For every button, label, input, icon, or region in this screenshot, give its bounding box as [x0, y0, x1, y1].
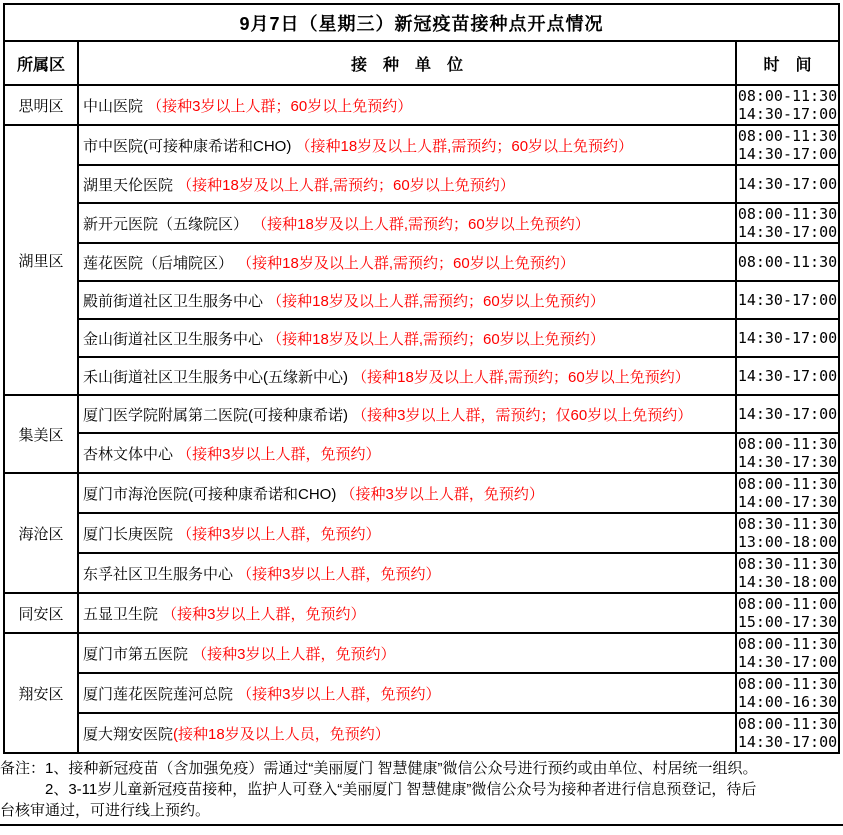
time-cell: [736, 433, 839, 473]
unit-cell: [78, 433, 736, 473]
unit-note: （接种3岁以上人群，免预约）: [237, 685, 441, 703]
unit-cell: [78, 125, 736, 165]
table-row: [4, 281, 839, 319]
vaccination-table: [3, 3, 840, 754]
unit-name: 新开元医院（五缘院区）: [83, 215, 253, 233]
time-line: 14:30-17:00: [737, 653, 838, 671]
time-cell: [736, 553, 839, 593]
time-line: 08:00-11:30: [737, 253, 838, 271]
table-row: [4, 433, 839, 473]
unit-name: 杏林文体中心: [83, 445, 178, 463]
table-row: [4, 553, 839, 593]
unit-note: （接种3岁以上人群，免预约）: [177, 445, 381, 463]
unit-cell: [78, 165, 736, 203]
time-cell: [736, 281, 839, 319]
unit-name: 禾山街道社区卫生服务中心(五缘新中心): [83, 368, 353, 386]
unit-name: 厦门医学院附属第二医院(可接种康希诺): [83, 406, 353, 424]
time-cell: [736, 395, 839, 433]
unit-cell: [78, 473, 736, 513]
unit-cell: [78, 593, 736, 633]
time-line: 08:30-11:30: [737, 555, 838, 573]
note-line-2: 2、3-11岁儿童新冠疫苗接种，监护人可登入“美丽厦门 智慧健康”微信公众号为接种者进行信息预登记，待后: [0, 781, 757, 798]
unit-note: （接种18岁及以上人群,需预约；60岁以上免预约）: [237, 254, 575, 272]
district-cell: 海沧区: [4, 473, 78, 593]
unit-cell: [78, 85, 736, 125]
time-line: 14:30-17:00: [737, 733, 838, 751]
unit-note: （接种3岁以上人群，需预约；仅60岁以上免预约）: [352, 406, 693, 424]
col-header-time: 时 间: [736, 41, 839, 85]
page-title: 9月7日（星期三）新冠疫苗接种点开点情况: [4, 4, 839, 41]
time-line: 08:00-11:30: [737, 205, 838, 223]
unit-note: （接种18岁及以上人群,需预约；60岁以上免预约）: [252, 215, 590, 233]
unit-note: (接种18岁及以上人员，免预约）: [173, 725, 390, 743]
unit-name: 厦门市海沧医院(可接种康希诺和CHO): [83, 485, 341, 503]
time-line: 08:00-11:30: [737, 435, 838, 453]
time-cell: [736, 165, 839, 203]
unit-note: （接种18岁及以上人群,需预约；60岁以上免预约）: [177, 176, 515, 194]
unit-name: 厦门长庚医院: [83, 525, 178, 543]
time-line: 08:00-11:00: [737, 595, 838, 613]
table-row: [4, 357, 839, 395]
title-row: [4, 4, 839, 41]
unit-note: （接种3岁以上人群，免预约）: [340, 485, 544, 503]
time-cell: [736, 593, 839, 633]
unit-name: 莲花医院（后埔院区）: [83, 254, 238, 272]
unit-name: 厦门莲花医院莲河总院: [83, 685, 238, 703]
table-row: [4, 319, 839, 357]
unit-note: （接种3岁以上人群，免预约）: [162, 605, 366, 623]
unit-name: 市中医院(可接种康希诺和CHO): [83, 137, 296, 155]
time-cell: [736, 243, 839, 281]
table-row: [4, 633, 839, 673]
time-line: 08:30-11:30: [737, 515, 838, 533]
unit-cell: [78, 513, 736, 553]
unit-note: （接种3岁以上人群，免预约）: [237, 565, 441, 583]
unit-cell: [78, 553, 736, 593]
time-line: 14:30-17:00: [737, 145, 838, 163]
unit-cell: [78, 357, 736, 395]
time-line: 08:00-11:30: [737, 635, 838, 653]
unit-cell: [78, 713, 736, 753]
unit-name: 湖里天伦医院: [83, 176, 178, 194]
time-cell: [736, 473, 839, 513]
unit-name: 东孚社区卫生服务中心: [83, 565, 238, 583]
time-line: 14:30-18:00: [737, 573, 838, 591]
unit-name: 五显卫生院: [83, 605, 163, 623]
unit-cell: [78, 243, 736, 281]
time-line: 14:30-17:00: [737, 175, 838, 193]
unit-note: （接种3岁以上人群，免预约）: [177, 525, 381, 543]
column-header-row: [4, 41, 839, 85]
time-line: 14:00-17:30: [737, 493, 838, 511]
unit-note: （接种3岁以上人群，免预约）: [192, 645, 396, 663]
time-cell: [736, 125, 839, 165]
table-row: [4, 593, 839, 633]
unit-name: 厦大翔安医院: [83, 725, 174, 743]
table-body: [4, 85, 839, 753]
table-row: [4, 203, 839, 243]
table-row: [4, 473, 839, 513]
unit-note: （接种18岁及以上人群,需预约；60岁以上免预约）: [267, 292, 605, 310]
time-cell: [736, 713, 839, 753]
time-line: 14:30-17:00: [737, 405, 838, 423]
district-cell: 同安区: [4, 593, 78, 633]
unit-note: （接种18岁及以上人群,需预约；60岁以上免预约）: [352, 368, 690, 386]
table-row: [4, 673, 839, 713]
time-line: 14:30-17:00: [737, 329, 838, 347]
time-cell: [736, 633, 839, 673]
time-cell: [736, 85, 839, 125]
time-line: 08:00-11:30: [737, 127, 838, 145]
time-line: 08:00-11:30: [737, 87, 838, 105]
notice-sheet: [0, 3, 843, 835]
unit-cell: [78, 203, 736, 243]
note-line-3: 台核审通过，可进行线上预约。: [0, 802, 211, 819]
unit-note: （接种3岁以上人群；60岁以上免预约）: [147, 97, 413, 115]
notes-block: [0, 758, 843, 826]
unit-name: 中山医院: [83, 97, 148, 115]
unit-name: 厦门市第五医院: [83, 645, 193, 663]
unit-cell: [78, 633, 736, 673]
unit-cell: [78, 281, 736, 319]
time-cell: [736, 319, 839, 357]
time-line: 08:00-11:30: [737, 675, 838, 693]
time-line: 15:00-17:30: [737, 613, 838, 631]
table-row: [4, 125, 839, 165]
table-row: [4, 85, 839, 125]
table-row: [4, 243, 839, 281]
col-header-unit: 接 种 单 位: [78, 41, 736, 85]
unit-note: （接种18岁及以上人群,需预约；60岁以上免预约）: [295, 137, 634, 155]
time-line: 14:30-17:00: [737, 223, 838, 241]
unit-name: 殿前街道社区卫生服务中心: [83, 292, 268, 310]
time-line: 14:30-17:30: [737, 453, 838, 471]
district-cell: 翔安区: [4, 633, 78, 753]
table-row: [4, 713, 839, 753]
time-line: 08:00-11:30: [737, 475, 838, 493]
time-line: 14:30-17:00: [737, 291, 838, 309]
time-cell: [736, 673, 839, 713]
district-cell: 集美区: [4, 395, 78, 473]
time-line: 08:00-11:30: [737, 715, 838, 733]
table-row: [4, 395, 839, 433]
col-header-district: 所属区: [4, 41, 78, 85]
unit-name: 金山街道社区卫生服务中心: [83, 330, 268, 348]
district-cell: 湖里区: [4, 125, 78, 395]
table-row: [4, 165, 839, 203]
unit-cell: [78, 319, 736, 357]
time-cell: [736, 357, 839, 395]
district-cell: 思明区: [4, 85, 78, 125]
table-row: [4, 513, 839, 553]
time-cell: [736, 203, 839, 243]
note-line-1: 备注：1、接种新冠疫苗（含加强免疫）需通过“美丽厦门 智慧健康”微信公众号进行预约或由单位、村居统一组织。: [0, 760, 758, 777]
unit-note: （接种18岁及以上人群,需预约；60岁以上免预约）: [267, 330, 605, 348]
unit-cell: [78, 395, 736, 433]
time-line: 14:30-17:00: [737, 105, 838, 123]
time-line: 14:00-16:30: [737, 693, 838, 711]
time-line: 13:00-18:00: [737, 533, 838, 551]
time-cell: [736, 513, 839, 553]
unit-cell: [78, 673, 736, 713]
time-line: 14:30-17:00: [737, 367, 838, 385]
